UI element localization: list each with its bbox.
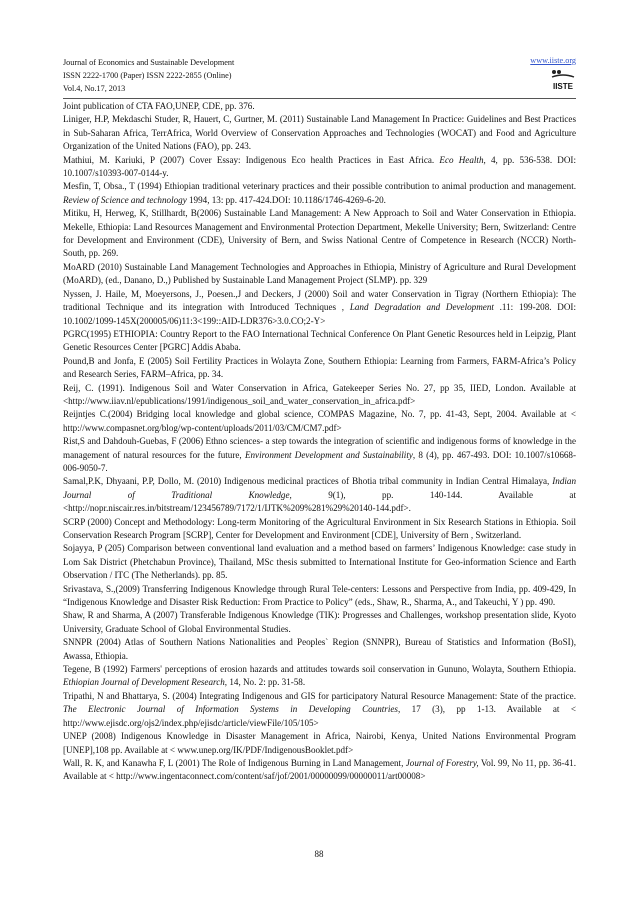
reference-entry xyxy=(63,583,576,610)
journal-volume: Vol.4, No.17, 2013 xyxy=(63,84,126,93)
reference-source-title: Journal of Forestry, xyxy=(405,757,479,768)
reference-details: 17 (3), pp 1-13. Available at < http://www.ejisdc.org/ojs2/index.php/ejisdc/article/viewFile/105/105> xyxy=(63,704,576,728)
reference-entry xyxy=(63,636,576,663)
reference-text: Joint publication of CTA FAO,UNEP, CDE, pp. 376. xyxy=(63,101,255,111)
reference-entry xyxy=(63,475,576,515)
reference-source-title: The Electronic Journal of Information Systems in Developing Countries, xyxy=(63,704,401,715)
reference-entry xyxy=(63,180,576,207)
reference-entry xyxy=(63,516,576,543)
journal-url-link[interactable]: www.iiste.org xyxy=(530,56,576,65)
reference-text: Reij, C. (1991). Indigenous Soil and Water Conservation in Africa, Gatekeeper Series No. 27, pp 35, IIED, London. Available at <http://www.iiav.nl/epublications/1991/indigenous_soil_and_water_conservation_in_africa.pdf> xyxy=(63,382,576,406)
reference-entry xyxy=(63,542,576,582)
reference-text: Rist,S and Dahdouh-Guebas, F (2006) Ethno sciences- a step towards the integration of scientific and indigenous forms of knowledge in the management of natural resources for the future, xyxy=(63,436,576,460)
reference-text: MoARD (2010) Sustainable Land Management Technologies and Approaches in Ethiopia, Ministry of Agriculture and Rural Development (MoARD), (ed., Danano, D.,) Published by Sustainable Land Management Project (SLMP). pp. 329 xyxy=(63,261,576,286)
page-number: 88 xyxy=(314,849,324,859)
reference-entry xyxy=(63,757,576,784)
reference-source-title: Eco Health, xyxy=(439,154,486,165)
page-header xyxy=(63,56,576,96)
reference-text: Mesfin, T, Obsa., T (1994) Ethiopian traditional veterinary practices and their possible contribution to animal production and management. xyxy=(63,181,576,192)
reference-source-title: Land Degradation and Development xyxy=(349,302,494,313)
reference-details: Vol. 99, No 11, pp. 36-41. Available at < http://www.ingentaconnect.com/content/saf/jof/2001/00000099/00000011/art00008> xyxy=(63,757,577,782)
reference-entry xyxy=(63,609,576,636)
reference-text: SNNPR (2004) Atlas of Southern Nations Nationalities and Peoples` Region (SNNPR), Bureau of Statistics and Information (BoSI), Awassa, Ethiopia. xyxy=(63,637,576,661)
reference-text: Mitiku, H, Herweg, K, Stillhardt, B(2006) Sustainable Land Management: A New Approach to Soil and Water Conservation in Ethiopia. Mekelle, Ethiopia: Land Resources Management and Environmental Protection Department, Mekelle University; Bern, Switzerland: Centre for Development and Environment (CDE), University of Bern, and Swiss National Centre of Competence in Research (NCCR) North-South, pp. 269. xyxy=(63,208,576,259)
iiste-logo xyxy=(550,68,576,92)
reference-text: Sojayya, P (205) Comparison between conventional land evaluation and a method based on farmers’ Indigenous Knowledge: case study in Lom Sak District (Phetchabun Province), Thailand, MSc thesis submitted to International Institute for Geo-information Science and Earth Observation / ITC (The Netherlands). pp. 85. xyxy=(63,543,576,581)
reference-text: Tripathi, N and Bhattarya, S. (2004) Integrating Indigenous and GIS for participatory Natural Resource Management: State of the practice. xyxy=(63,690,576,701)
reference-text: UNEP (2008) Indigenous Knowledge in Disaster Management in Africa, Nairobi, Kenya, United Nations Environmental Program [UNEP],108 pp. Available at < www.unep.org/IK/PDF/IndigenousBooklet.pdf> xyxy=(63,731,576,755)
reference-details: 9(1), pp. 140-144. Available at <http://nopr.niscair.res.in/bitstream/123456789/7172/1/IJTK%209%281%29%20140-144.pdf>. xyxy=(63,489,576,514)
reference-details: 14, No. 2: pp. 31-58. xyxy=(227,677,306,688)
reference-entry xyxy=(63,288,576,328)
svg-text:IISTE: IISTE xyxy=(552,82,574,91)
reference-text: Srivastava, S.,(2009) Transferring Indigenous Knowledge through Rural Tele-centers: Lessons and Perspective from India, pp. 409-429, In “Indigenous Knowledge and Disaster Risk Reduction: From Practice to Policy” (eds., Shaw, R., Sharma, A., and Takeuchi, Y ) pp. 490. xyxy=(63,583,576,608)
reference-details: 1994, 13: pp. 417-424.DOI: 10.1186/1746-4269-6-20. xyxy=(186,194,386,205)
reference-entry xyxy=(63,100,576,113)
reference-entry xyxy=(63,663,576,690)
journal-title: Journal of Economics and Sustainable Development xyxy=(63,58,235,67)
reference-source-title: Indian Journal of Traditional Knowledge, xyxy=(63,476,576,500)
reference-text: Samal,P.K, Dhyaani, P.P, Dollo, M. (2010) Indigenous medicinal practices of Bhotia tribal community in Indian Central Himalaya, xyxy=(63,476,553,487)
reference-entry xyxy=(63,154,576,181)
journal-issn: ISSN 2222-1700 (Paper) ISSN 2222-2855 (Online) xyxy=(63,71,232,80)
reference-entry xyxy=(63,382,576,409)
reference-text: Nyssen, J. Haile, M, Moeyersons, J., Poesen.,J and Deckers, J (2000) Soil and water Conservation in Tigray (Northern Ethiopia): The traditional Technique and its integration with Introduced Techniques , xyxy=(63,288,576,313)
reference-entry xyxy=(63,730,576,757)
reference-entry xyxy=(63,207,576,261)
reference-entry xyxy=(63,261,576,288)
reference-entry xyxy=(63,328,576,355)
reference-text: Shaw, R and Sharma, A (2007) Transferable Indigenous Knowledge (TIK): Progresses and Challenges, workshop presentation slide, Kyoto University, Graduate School of Global Environmental Studies. xyxy=(63,610,576,634)
reference-source-title: Review of Science and technology xyxy=(63,194,187,205)
reference-text: SCRP (2000) Concept and Methodology: Long-term Monitoring of the Agricultural Environment in Six Research Stations in Ethiopia. Soil Conservation Research Program [SCRP], Center for Development and Environment [CDE], University of Bern , Switzerland. xyxy=(63,516,576,540)
reference-text: PGRC(1995) ETHIOPIA: Country Report to the FAO International Technical Conference On Plant Genetic Resources held in Leipzig, Plant Genetic Resources Center [PGRC] Addis Ababa. xyxy=(63,328,576,353)
reference-text: Mathiui, M. Kariuki, P (2007) Cover Essay: Indigenous Eco health Practices in East Africa. xyxy=(63,154,440,165)
reference-list xyxy=(63,100,576,784)
reference-entry xyxy=(63,435,576,475)
reference-source-title: Ethiopian Journal of Development Research, xyxy=(63,677,228,688)
reference-entry xyxy=(63,113,576,153)
reference-entry xyxy=(63,408,576,435)
reference-text: Wall, R. K, and Kanawha F, L (2001) The Role of Indigenous Burning in Land Management, xyxy=(63,757,406,768)
reference-source-title: Environment Development and Sustainability xyxy=(244,449,413,460)
reference-details: , 8 (4), pp. 467-493. DOI: 10.1007/s10668-006-9050-7. xyxy=(63,449,577,473)
reference-text: Liniger, H.P, Mekdaschi Studer, R, Hauert, C, Gurtner, M. (2011) Sustainable Land Management In Practice: Guidelines and Best Practices in Sub-Saharan Africa, TerrAfrica, World Overview of Conservation Approaches and Technologies (WOCAT) and Food and Agriculture Organization of the United Nations (FAO), pp. 243. xyxy=(63,114,576,152)
reference-details: 4, pp. 536-538. DOI: 10.1007/s10393-007-0144-y. xyxy=(63,154,576,179)
reference-text: Tegene, B (1992) Farmers' perceptions of erosion hazards and attitudes towards soil conservation in Gununo, Wolayta, Southern Ethiopia. xyxy=(63,664,576,675)
reference-text: Reijntjes C.(2004) Bridging local knowledge and global science, COMPAS Magazine, No. 7, pp. 41-43, Sept, 2004. Available at < http://www.compasnet.org/blog/wp-content/uploads/2011/03/CM/CM7.pdf> xyxy=(63,409,576,433)
reference-text: Pound,B and Jonfa, E (2005) Soil Fertility Practices in Wolayta Zone, Southern Ethiopia: Learning from Farmers, FARM-Africa’s Policy and Research Series, FARM–Africa, pp. 34. xyxy=(63,355,576,380)
reference-details: .11: 199-208. DOI: 10.1002/1099-145X(200005/06)11:3<199::AID-LDR376>3.0.CO;2-Y> xyxy=(63,302,576,326)
header-rule xyxy=(63,98,576,99)
reference-entry xyxy=(63,355,576,382)
reference-entry xyxy=(63,690,576,730)
